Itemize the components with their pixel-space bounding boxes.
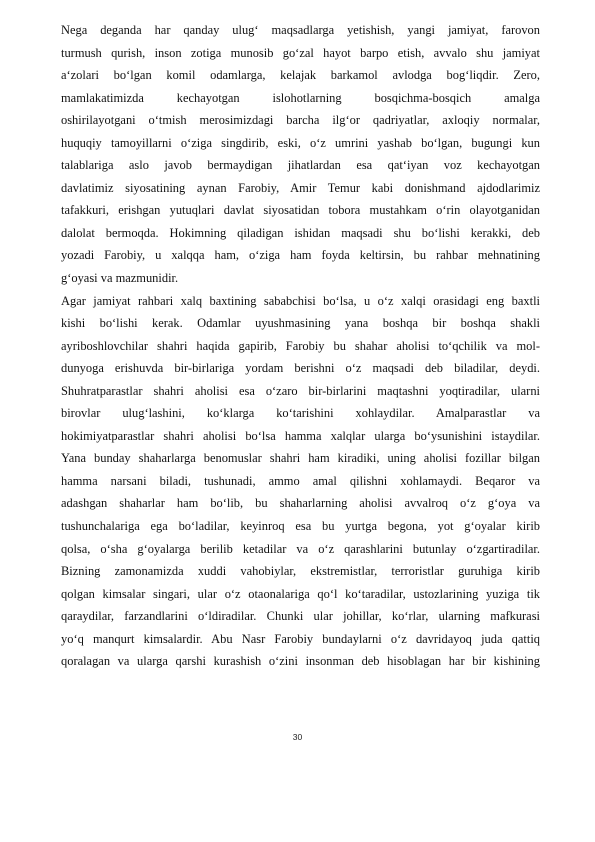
text-line: hokimiyatparastlar shahri aholisi bo‘lsa hamma xalqlar ularga bo‘ysunishini istaydilar. xyxy=(61,428,540,443)
page-number: 30 xyxy=(292,732,303,742)
body-text xyxy=(61,19,540,673)
text-line: yozadi Farobiy, u xalqqa ham, o‘ziga ham foyda keltirsin, bu rahbar mehnatining xyxy=(61,248,540,263)
text-line: ayriboshlovchilar shahri haqida gapirib, Farobiy bu shahar aholisi to‘qchilik va mol- xyxy=(61,338,540,353)
text-line: a‘zolari bo‘lgan komil odamlarga, kelajak barkamol avlodga bog‘liqdir. Zero, xyxy=(61,68,540,83)
text-line: yo‘q manqurt kimsalardir. Abu Nasr Farobiy bundaylarni o‘z davridayoq juda qattiq xyxy=(61,631,540,646)
text-line: dunyoga erishuvda bir-birlariga yordam berishni o‘z maqsadi deb biladilar, deydi. xyxy=(61,361,540,376)
text-line: davlatimiz siyosatining aynan Farobiy, Amir Temur kabi donishmand ajdodlarimiz xyxy=(61,180,540,195)
text-line: kishi bo‘lishi kerak. Odamlar uyushmasining yana boshqa bir boshqa shakli xyxy=(61,316,540,331)
text-line: huquqiy tamoyillarni o‘ziga singdirib, eski, o‘z umrini yashab bo‘lgan, bugungi kun xyxy=(61,135,540,150)
text-line: Yana bunday shaharlarga benomuslar shahri ham kiradiki, uning aholisi fozillar bilgan xyxy=(61,451,540,466)
text-line: hamma narsani biladi, tushunadi, ammo amal qilishni xohlamaydi. Beqaror va xyxy=(61,473,540,488)
text-line: turmush qurish, inson zotiga munosib go‘zal hayot barpo etish, avvalo shu jamiyat xyxy=(61,45,540,60)
text-line: adashgan shaharlar ham bo‘lib, bu shaharlarning aholisi avvalroq o‘z g‘oya va xyxy=(61,496,540,511)
text-line: birovlar ulug‘lashini, ko‘klarga ko‘tarishini xohlaydilar. Amalparastlar va xyxy=(61,406,540,421)
text-line: qolsa, o‘sha g‘oyalarga berilib ketadilar va o‘z qarashlarini butunlay o‘zgartiradilar. xyxy=(61,541,540,556)
text-line: mamlakatimizda kechayotgan islohotlarning bosqichma-bosqich amalga xyxy=(61,90,540,105)
text-line: Agar jamiyat rahbari xalq baxtining sababchisi bo‘lsa, u o‘z xalqi orasidagi eng baxtli xyxy=(61,293,540,308)
text-line: tafakkuri, erishgan yutuqlari davlat siyosatidan tobora mustahkam o‘rin olayotganidan xyxy=(61,203,540,218)
text-line: Shuhratparastlar shahri aholisi esa o‘zaro bir-birlarini maqtashni yoqtiradilar, ularni xyxy=(61,383,540,398)
text-line: qoralagan va ularga qarshi kurashish o‘zini insonman deb hisoblagan har bir kishining xyxy=(61,654,540,669)
text-line: Nega deganda har qanday ulug‘ maqsadlarga yetishish, yangi jamiyat, farovon xyxy=(61,23,540,37)
text-line: Bizning zamonamizda xuddi vahobiylar, ekstremistlar, terroristlar guruhiga kirib xyxy=(61,564,540,579)
text-line: g‘oyasi va mazmunidir. xyxy=(61,271,179,286)
text-line: tushunchalariga ega bo‘ladilar, keyinroq esa bu yurtga begona, yot g‘oyalar kirib xyxy=(61,519,540,534)
text-line: talablariga aslo javob bermaydigan jihatlardan esa qat‘iyan voz kechayotgan xyxy=(61,158,540,173)
text-line: oshirilayotgani o‘tmish merosimizdagi barcha ilg‘or qadriyatlar, axloqiy normalar, xyxy=(61,113,540,128)
text-line: qolgan kimsalar singari, ular o‘z otaonalariga qo‘l ko‘taradilar, ustozlarining yuziga tik xyxy=(61,586,540,601)
text-line: dalolat bermoqda. Hokimning qiladigan ishidan maqsadi shu bo‘lishi kerakki, deb xyxy=(61,225,540,240)
text-line: qaraydilar, farzandlarini o‘ldiradilar. Chunki ular johillar, ko‘rlar, ularning mafkurasi xyxy=(61,609,540,624)
